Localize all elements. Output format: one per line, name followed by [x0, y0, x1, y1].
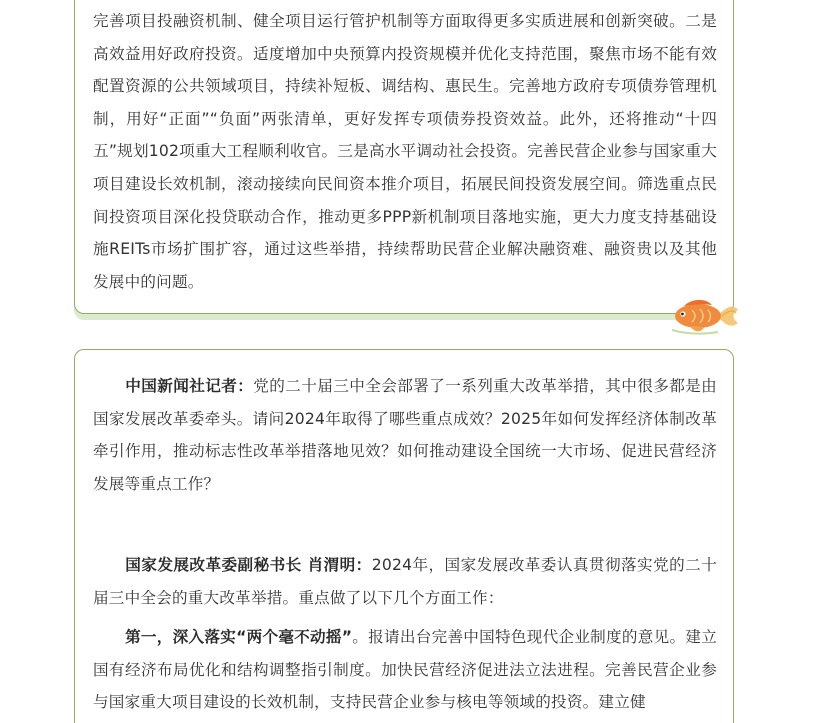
qa-card-bottom [74, 349, 734, 723]
question-paragraph [93, 370, 717, 500]
answer-intro-text: 2024年，国家发展改革委认真贯彻落实党的二十届三中全会的重大改革举措。重点做了以下几个方面工作： [93, 556, 717, 607]
question-speaker: 中国新闻社记者： [125, 377, 254, 395]
question-text: 党的二十届三中全会部署了一系列重大改革举措，其中很多都是由国家发展改革委牵头。请问2024年取得了哪些重点成效？2025年如何发挥经济体制改革牵引作用，推动标志性改革举措落地见效？如何推动建设全国统一大市场、促进民营经济发展等重点工作？ [93, 377, 717, 493]
point-heading: 第一，深入落实“两个毫不动摇” [125, 628, 353, 646]
point-text: 。报请出台完善中国特色现代企业制度的意见。建立国有经济布局优化和结构调整指引制度。加快民营经济促进法立法进程。完善民营企业参与国家重大项目建设的长效机制，支持民营企业参与核电等领域的投资。建立健 [93, 628, 717, 712]
goldfish-icon [672, 296, 738, 336]
answer-card-top [74, 0, 734, 314]
answer-speaker: 国家发展改革委副秘书长 肖渭明： [125, 556, 372, 574]
answer-point-paragraph [93, 621, 717, 719]
answer-intro-paragraph [93, 549, 717, 614]
answer-paragraph: 完善项目投融资机制、健全项目运行管护机制等方面取得更多实质进展和创新突破。二是高效益用好政府投资。适度增加中央预算内投资规模并优化支持范围，聚焦市场不能有效配置资源的公共领域项目，持续补短板、调结构、惠民生。完善地方政府专项债券管理机制，用好“正面”“负面”两张清单，更好发挥专项债券投资效益。此外，还将推动“十四五”规划102项重大工程顺利收官。三是高水平调动社会投资。完善民营企业参与国家重大项目建设长效机制，滚动接续向民间资本推介项目，拓展民间投资发展空间。筛选重点民间投资项目深化投贷联动合作，推动更多PPP新机制项目落地实施，更大力度支持基础设施REITs市场扩围扩容，通过这些举措，持续帮助民营企业解决融资难、融资贵以及其他发展中的问题。 [93, 12, 717, 291]
